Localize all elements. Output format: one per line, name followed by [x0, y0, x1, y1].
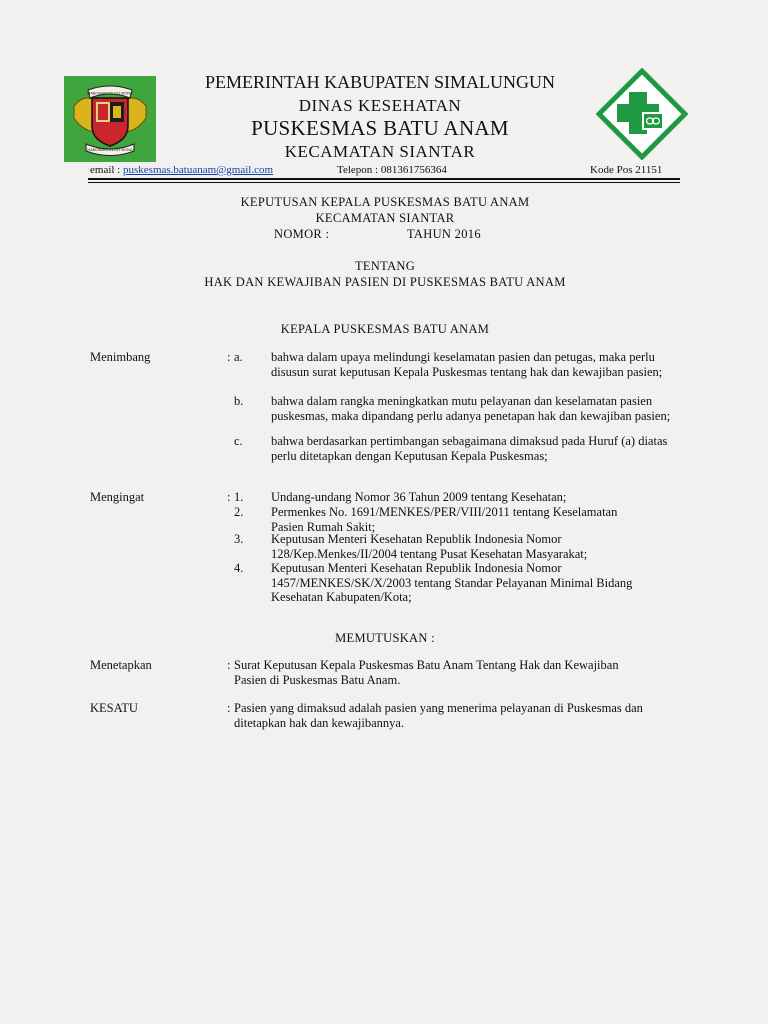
- district-name: KECAMATAN SIANTAR: [284, 142, 476, 161]
- menetapkan-text: Surat Keputusan Kepala Puskesmas Batu Anam Tentang Hak dan Kewajiban Pasien di Puskesmas Batu Anam.: [234, 658, 619, 687]
- postcode: Kode Pos 21151: [590, 164, 663, 176]
- kesatu-colon: :: [227, 701, 231, 715]
- letterhead-divider-thick: [88, 178, 680, 180]
- mengingat-item-2: Permenkes No. 1691/MENKES/PER/VIII/2011 tentang Keselamatan Pasien Rumah Sakit;: [271, 505, 618, 534]
- mengingat-marker-4: 4.: [234, 561, 244, 575]
- mengingat-marker-1: 1.: [234, 490, 244, 504]
- menimbang-colon: :: [227, 350, 231, 364]
- memutuskan-heading: MEMUTUSKAN :: [335, 631, 435, 645]
- menimbang-marker-b: b.: [234, 394, 244, 408]
- emblem-top-banner-text: HABONARON DO BONA: [87, 90, 133, 96]
- mengingat-colon: :: [227, 490, 231, 504]
- email-link[interactable]: puskesmas.batuanam@gmail.com: [123, 164, 274, 176]
- menimbang-item-b: bahwa dalam rangka meningkatkan mutu pelayanan dan keselamatan pasien puskesmas, maka dipandang perlu adanya penetapan hak dan kewajiban pasien;: [271, 394, 671, 423]
- issuing-authority: KEPALA PUSKESMAS BATU ANAM: [280, 322, 490, 336]
- tentang-heading: TENTANG: [354, 259, 416, 273]
- decree-subject: HAK DAN KEWAJIBAN PASIEN DI PUSKESMAS BATU ANAM: [204, 275, 566, 289]
- puskesmas-name: PUSKESMAS BATU ANAM: [251, 116, 509, 140]
- puskesmas-logo-icon: [596, 68, 688, 160]
- email-line: [90, 164, 273, 176]
- mengingat-item-1: Undang-undang Nomor 36 Tahun 2009 tentang Kesehatan;: [271, 490, 567, 504]
- menimbang-label: Menimbang: [90, 350, 151, 364]
- decree-number-label: NOMOR :: [274, 227, 330, 241]
- menimbang-marker-a: a.: [234, 350, 243, 364]
- decree-district: KECAMATAN SIANTAR: [315, 211, 455, 225]
- decree-title: KEPUTUSAN KEPALA PUSKESMAS BATU ANAM: [240, 195, 530, 209]
- mengingat-item-4: Keputusan Menteri Kesehatan Republik Indonesia Nomor 1457/MENKES/SK/X/2003 tentang Standar Pelayanan Minimal Bidang Kesehatan Kabupaten/Kota;: [271, 561, 633, 605]
- kesatu-label: KESATU: [90, 701, 138, 715]
- menimbang-item-c: bahwa berdasarkan pertimbangan sebagaimana dimaksud pada Huruf (a) diatas perlu ditetapkan dengan Keputusan Kepala Puskesmas;: [271, 434, 668, 463]
- menetapkan-colon: :: [227, 658, 231, 672]
- mengingat-marker-2: 2.: [234, 505, 244, 519]
- mengingat-label: Mengingat: [90, 490, 145, 504]
- department-name: DINAS KESEHATAN: [298, 96, 462, 115]
- menimbang-item-a: bahwa dalam upaya melindungi keselamatan pasien dan petugas, maka perlu disusun surat keputusan Kepala Puskesmas tentang hak dan kewajiban pasien;: [271, 350, 663, 379]
- mengingat-marker-3: 3.: [234, 532, 244, 546]
- decree-year: TAHUN 2016: [407, 227, 481, 241]
- regency-emblem-icon: [64, 76, 156, 162]
- mengingat-item-3: Keputusan Menteri Kesehatan Republik Indonesia Nomor 128/Kep.Menkes/II/2004 tentang Pusat Kesehatan Masyarakat;: [271, 532, 588, 561]
- phone-number: Telepon : 081361756364: [337, 164, 447, 176]
- letterhead-divider-thin: [88, 182, 680, 183]
- kesatu-text: Pasien yang dimaksud adalah pasien yang menerima pelayanan di Puskesmas dan ditetapkan hak dan kewajibannya.: [234, 701, 643, 730]
- menetapkan-label: Menetapkan: [90, 658, 152, 672]
- email-label: email :: [90, 164, 123, 176]
- emblem-bottom-banner-text: HABONARON DO BONA: [87, 147, 133, 152]
- menimbang-marker-c: c.: [234, 434, 243, 448]
- government-name: PEMERINTAH KABUPATEN SIMALUNGUN: [205, 72, 555, 92]
